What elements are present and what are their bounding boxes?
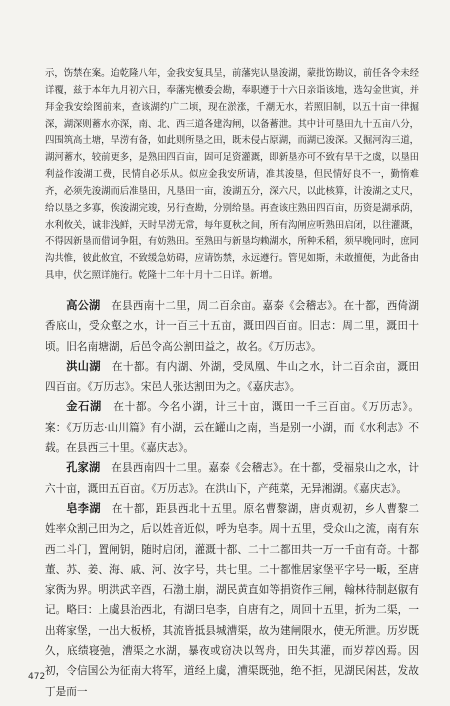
entries-section bbox=[45, 296, 419, 702]
entry-hongshan-lake bbox=[45, 357, 419, 398]
entry-text: 在十都，距县西北十五里。原名曹黎湖，唐贞观初，乡人曹黎二姓率众割己田为之，后以姓音近似，呼为皂李。周十五里，受众山之流，南有东西二斗门，置闸钥，随时启闭，灌溉十都、二十二都田共一万一千亩有奇。十都董、苏、姜、海、戚、河、汝字号，共七里。二十都惟居家堡平字号一畈，至唐家衖为界。明洪武辛酉，石渤土崩，湖民黄直如等捐资作三闸，翰林待制赵俶有记。略曰：上虞县治西北，有湖曰皂李，自唐有之，周回十五里，折为二渠，一出蒋家堡，一出大板桥，其流皆抵县城漕渠，故为建闸限水，使无所泄。历岁既久，底绩寝弛，漕渠之水湖，暴夜或窃决以驾舟，田失其灌，而岁荐凶焉。因初，令信国公为征南大将军，道经上虞，漕渠既弛，绝不拒，见湖民闲甚，发故丁是而一 bbox=[45, 502, 419, 698]
entry-jinshi-lake bbox=[45, 397, 419, 458]
entry-text: 在县西南四十二里。嘉泰《会稽志》。在十都，受福泉山之水，计六十亩，溉田五百亩。《万历志》。在洪山下，产莼菜，无异湘湖。《嘉庆志》。 bbox=[45, 462, 419, 495]
page-number: 472 bbox=[28, 672, 46, 682]
top-section-text: 示，饬禁在案。迨乾隆八年，金我安复具呈，前藩宪认垦浚湖，蒙批饬勘议，前任各令未经详覆，兹于本年九月初六日，奉藩宪檄委会勘，奉职遵于十六日亲诣该地，选勾金世寅，并拜金我安绘图前来，查该湖约广二顷，现在淤涨，千潮无水，若照旧制，以五十亩一律掘深，湖深则蓄水亦深，南、北、西三道各建沟闸，以备蓄泄。其中计可垦田九十五亩八分，四围筑高土塘，旱涝有备，如此则所垦之田，既未侵占原湖，而湖已浚深。又掘河沟三道，湖河蓄水，较前更多，是熟田四百亩，固可足资灌溉，即新垦亦可不致有旱干之虞，以垦田利益作浚湖工费，民情自必乐从。似应金我安所请，准其浚垦，但民情好良不一，勤惰难齐，必须先浚湖而后准垦田，凡垦田一亩，浚湖五分，深六尺，以此核算，计浚湖之丈尺，给以垦之多寡，俟浚湖完竣，另行查勘，分别给垦。再查该庄熟田四百亩，历资是湖承荫，水利攸关，诚非浅鲜，天时旱涝无常，每年夏秋之间，所有沟闸应听熟田启闭，以往灌溉，不得因新垦而借词争阻，有妨熟田。至熟田与新垦均赖湖水，所种禾稻，须早晚同时，庶同沟共惟，彼此攸宜，不致缓急妨碍，应请饬禁，永远遵行。管见如斯，未敢擅便，为此备由具申，伏乞照详施行。乾隆十二年十月十二日详。新增。 bbox=[45, 68, 419, 282]
entry-zaoli-lake bbox=[45, 499, 419, 702]
entry-name: 金石湖 bbox=[66, 400, 102, 414]
entry-name: 洪山湖 bbox=[66, 359, 101, 373]
entry-name: 孔家湖 bbox=[66, 461, 101, 475]
entry-gaogong-lake bbox=[45, 296, 419, 357]
entry-kongjia-lake bbox=[45, 458, 419, 499]
entry-name: 高公湖 bbox=[66, 299, 101, 312]
entry-name: 皂李湖 bbox=[66, 501, 101, 515]
entry-text: 在十都。今名小湖，计三十亩，溉田一千三百亩。《万历志》。案：《万历志·山川篇》有小湖，云在罐山之南，当是别一小湖，而《水利志》不载。在县西三十里。《嘉庆志》。 bbox=[45, 401, 419, 455]
entry-text: 在县西南十二里，周二百余亩。嘉泰《会稽志》。在十都，西倚湖香底山，受众壑之水，计一百三十五亩，溉田四百亩。旧志：周二里，溉田十顷。旧名南塘湖，后邑令高公割田益之，故名。《万历志》。 bbox=[45, 300, 419, 353]
entry-text: 在十都。有内湖、外湖，受凤凰、牛山之水，计二百余亩，溉田四百亩。《万历志》。宋邑人张达割田为之。《嘉庆志》。 bbox=[45, 360, 419, 394]
top-section bbox=[45, 66, 419, 285]
